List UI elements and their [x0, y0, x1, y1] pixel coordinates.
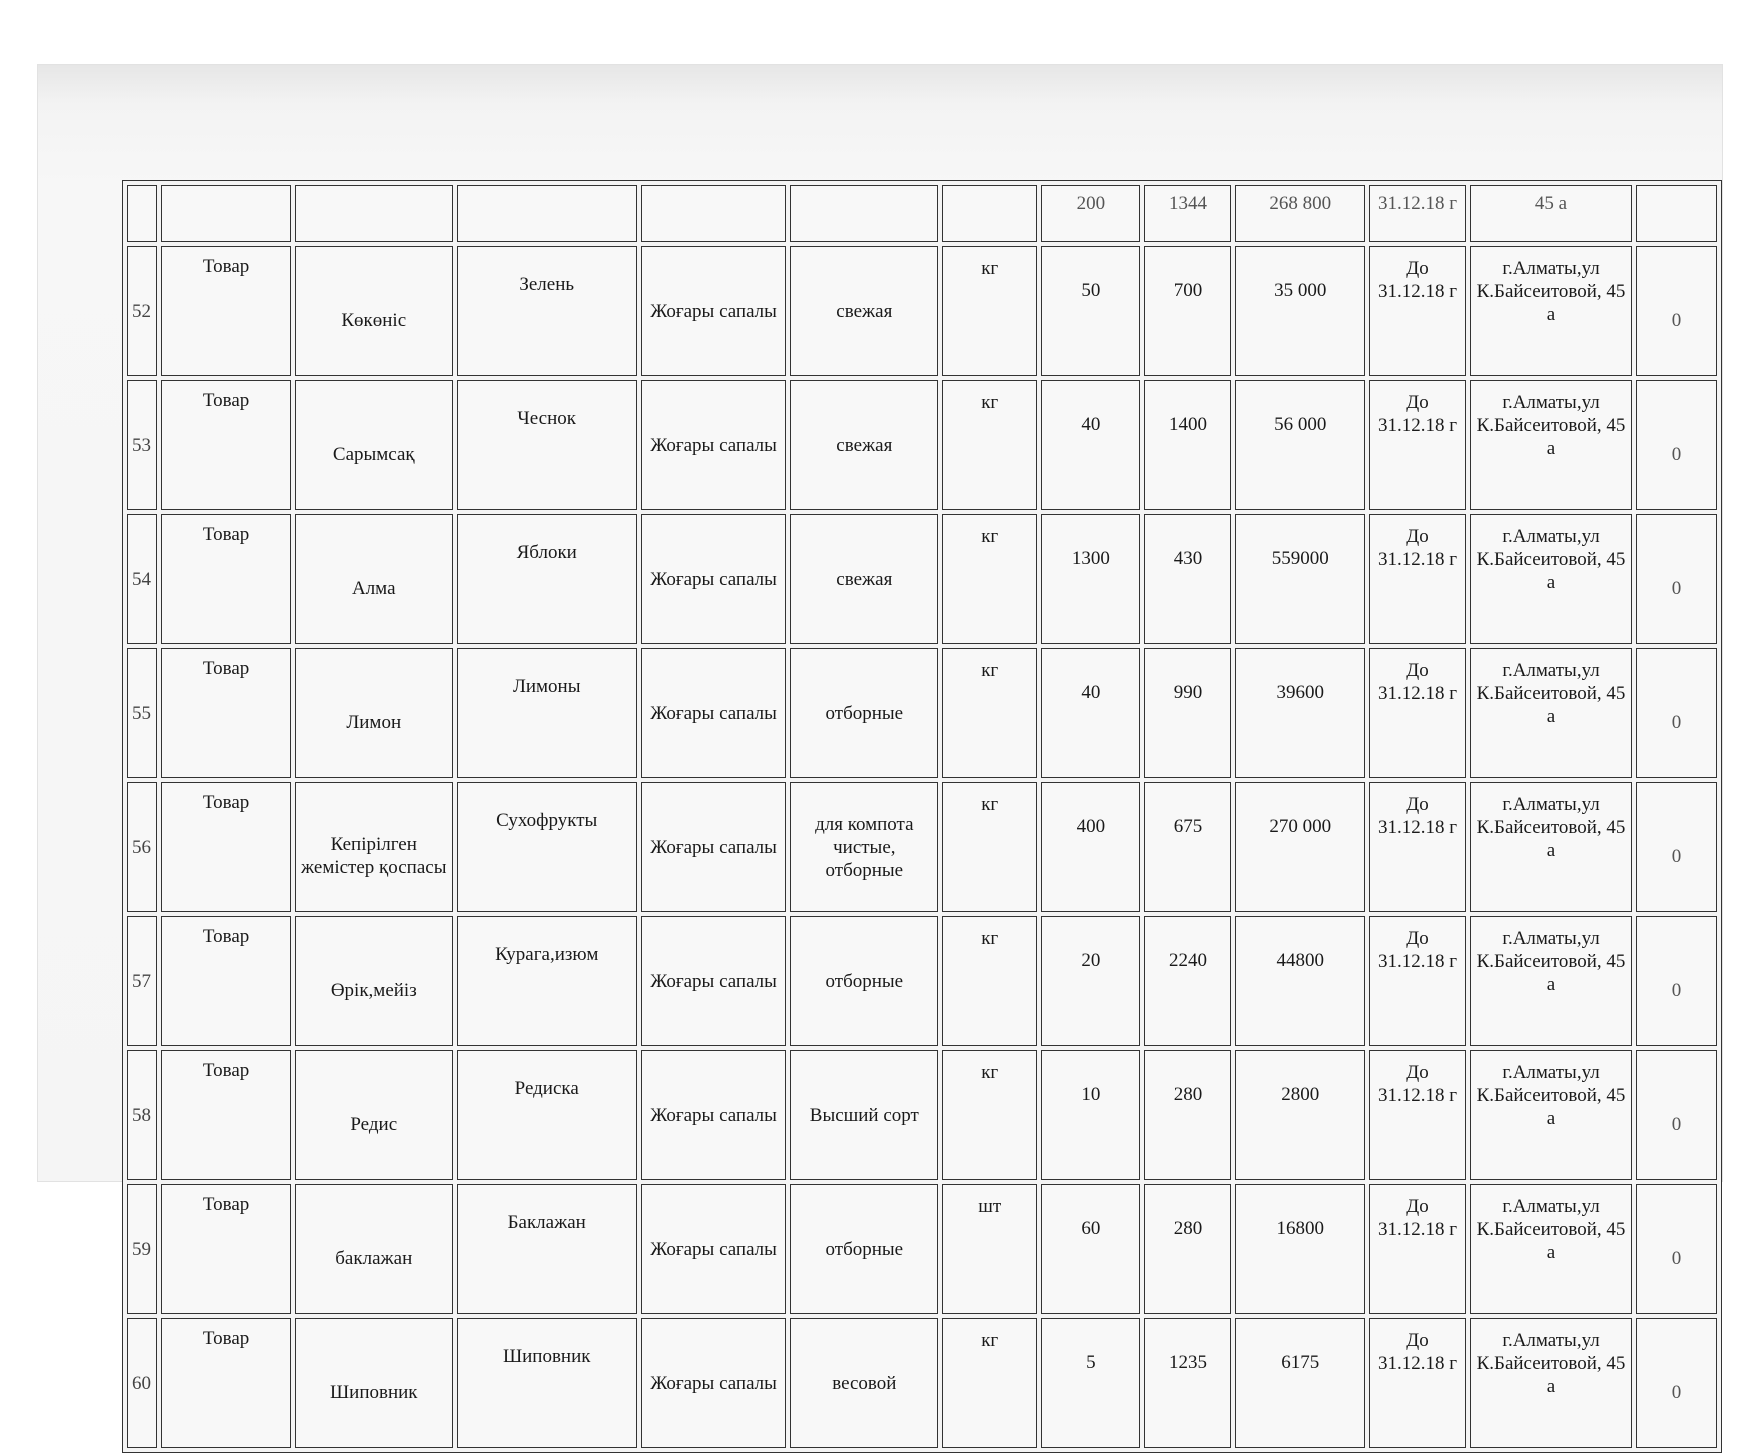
cell-quality: Жоғары сапалы	[641, 380, 787, 510]
cell-spec: свежая	[790, 246, 938, 376]
cell-address: г.Алматы,ул К.Байсеитовой, 45 а	[1470, 1318, 1632, 1448]
cell-address: г.Алматы,ул К.Байсеитовой, 45 а	[1470, 246, 1632, 376]
cell-qty: 40	[1041, 648, 1140, 778]
cell-date: 31.12.18 г	[1369, 185, 1466, 242]
cell-sum: 268 800	[1235, 185, 1365, 242]
cell-num: 54	[127, 514, 157, 644]
cell-unit: кг	[942, 648, 1037, 778]
cell-unit: кг	[942, 514, 1037, 644]
cell-name-kz: Өрік,мейіз	[295, 916, 453, 1046]
cell-num: 55	[127, 648, 157, 778]
cell-type: Товар	[161, 380, 291, 510]
cell-quality: Жоғары сапалы	[641, 1184, 787, 1314]
table-row	[127, 648, 1717, 778]
cell-qty: 1300	[1041, 514, 1140, 644]
cell-name-kz: баклажан	[295, 1184, 453, 1314]
cell-price: 280	[1144, 1184, 1231, 1314]
cell-value: 0	[1636, 782, 1717, 912]
cell-unit: кг	[942, 246, 1037, 376]
cell-spec	[790, 185, 938, 242]
cell-quality	[641, 185, 787, 242]
cell-price: 1400	[1144, 380, 1231, 510]
cell-qty: 400	[1041, 782, 1140, 912]
cell-name-ru: Баклажан	[457, 1184, 637, 1314]
cell-price: 1344	[1144, 185, 1231, 242]
cell-sum: 270 000	[1235, 782, 1365, 912]
cell-name-kz: Шиповник	[295, 1318, 453, 1448]
table-row	[127, 246, 1717, 376]
cell-qty: 40	[1041, 380, 1140, 510]
cell-unit: кг	[942, 380, 1037, 510]
cell-value: 0	[1636, 514, 1717, 644]
cell-type: Товар	[161, 916, 291, 1046]
cell-price: 2240	[1144, 916, 1231, 1046]
cell-qty: 60	[1041, 1184, 1140, 1314]
cell-spec: весовой	[790, 1318, 938, 1448]
cell-unit: кг	[942, 1050, 1037, 1180]
cell-price: 280	[1144, 1050, 1231, 1180]
cell-quality: Жоғары сапалы	[641, 246, 787, 376]
cell-address: 45 а	[1470, 185, 1632, 242]
cell-num: 57	[127, 916, 157, 1046]
cell-spec: отборные	[790, 1184, 938, 1314]
cell-date: До 31.12.18 г	[1369, 782, 1466, 912]
cell-num: 59	[127, 1184, 157, 1314]
cell-price: 1235	[1144, 1318, 1231, 1448]
cell-name-kz	[295, 185, 453, 242]
cell-date: До 31.12.18 г	[1369, 514, 1466, 644]
cell-type: Товар	[161, 782, 291, 912]
cell-price: 675	[1144, 782, 1231, 912]
cell-name-ru	[457, 185, 637, 242]
cell-address: г.Алматы,ул К.Байсеитовой, 45 а	[1470, 782, 1632, 912]
cell-name-ru: Сухофрукты	[457, 782, 637, 912]
cell-name-ru: Шиповник	[457, 1318, 637, 1448]
cell-price: 990	[1144, 648, 1231, 778]
cell-name-kz: Лимон	[295, 648, 453, 778]
cell-value	[1636, 185, 1717, 242]
cell-address: г.Алматы,ул К.Байсеитовой, 45 а	[1470, 916, 1632, 1046]
cell-type: Товар	[161, 648, 291, 778]
cell-name-ru: Курага,изюм	[457, 916, 637, 1046]
cell-value: 0	[1636, 380, 1717, 510]
cell-num: 56	[127, 782, 157, 912]
cell-date: До 31.12.18 г	[1369, 1318, 1466, 1448]
cell-value: 0	[1636, 1184, 1717, 1314]
cell-quality: Жоғары сапалы	[641, 916, 787, 1046]
cell-num: 53	[127, 380, 157, 510]
cell-unit: кг	[942, 1318, 1037, 1448]
cell-num: 58	[127, 1050, 157, 1180]
cell-sum: 35 000	[1235, 246, 1365, 376]
cell-unit: кг	[942, 782, 1037, 912]
cell-date: До 31.12.18 г	[1369, 648, 1466, 778]
cell-quality: Жоғары сапалы	[641, 1050, 787, 1180]
table-row	[127, 916, 1717, 1046]
cell-type: Товар	[161, 246, 291, 376]
cell-unit: кг	[942, 916, 1037, 1046]
cell-date: До 31.12.18 г	[1369, 1184, 1466, 1314]
cell-spec: свежая	[790, 514, 938, 644]
cell-name-ru: Редиска	[457, 1050, 637, 1180]
cell-unit: шт	[942, 1184, 1037, 1314]
cell-name-kz: Сарымсақ	[295, 380, 453, 510]
cell-address: г.Алматы,ул К.Байсеитовой, 45 а	[1470, 648, 1632, 778]
cell-type	[161, 185, 291, 242]
table-row	[127, 1318, 1717, 1448]
cell-name-ru: Чеснок	[457, 380, 637, 510]
cell-type: Товар	[161, 514, 291, 644]
cell-spec: отборные	[790, 916, 938, 1046]
cell-sum: 6175	[1235, 1318, 1365, 1448]
cell-name-kz: Кепірілген жемістер қоспасы	[295, 782, 453, 912]
cell-address: г.Алматы,ул К.Байсеитовой, 45 а	[1470, 380, 1632, 510]
cell-date: До 31.12.18 г	[1369, 916, 1466, 1046]
cell-quality: Жоғары сапалы	[641, 514, 787, 644]
table-row	[127, 514, 1717, 644]
cell-address: г.Алматы,ул К.Байсеитовой, 45 а	[1470, 1184, 1632, 1314]
procurement-table	[122, 180, 1722, 1453]
cell-name-ru: Яблоки	[457, 514, 637, 644]
cell-date: До 31.12.18 г	[1369, 246, 1466, 376]
cell-quality: Жоғары сапалы	[641, 782, 787, 912]
cell-address: г.Алматы,ул К.Байсеитовой, 45 а	[1470, 514, 1632, 644]
cell-sum: 16800	[1235, 1184, 1365, 1314]
cell-value: 0	[1636, 246, 1717, 376]
cell-num: 60	[127, 1318, 157, 1448]
cell-value: 0	[1636, 1050, 1717, 1180]
cell-address: г.Алматы,ул К.Байсеитовой, 45 а	[1470, 1050, 1632, 1180]
cell-sum: 44800	[1235, 916, 1365, 1046]
cell-spec: отборные	[790, 648, 938, 778]
cell-qty: 5	[1041, 1318, 1140, 1448]
cell-spec: Высший сорт	[790, 1050, 938, 1180]
cell-qty: 200	[1041, 185, 1140, 242]
table-row	[127, 1050, 1717, 1180]
cell-name-kz: Көкөніс	[295, 246, 453, 376]
table-row	[127, 1184, 1717, 1314]
cell-unit	[942, 185, 1037, 242]
cell-name-kz: Редис	[295, 1050, 453, 1180]
cell-sum: 56 000	[1235, 380, 1365, 510]
table-row	[127, 380, 1717, 510]
cell-name-ru: Зелень	[457, 246, 637, 376]
cell-quality: Жоғары сапалы	[641, 1318, 787, 1448]
cell-num	[127, 185, 157, 242]
cell-spec: для компота чистые, отборные	[790, 782, 938, 912]
cell-sum: 559000	[1235, 514, 1365, 644]
cell-price: 700	[1144, 246, 1231, 376]
cell-value: 0	[1636, 648, 1717, 778]
cell-qty: 50	[1041, 246, 1140, 376]
cell-date: До 31.12.18 г	[1369, 1050, 1466, 1180]
cell-sum: 2800	[1235, 1050, 1365, 1180]
cell-name-kz: Алма	[295, 514, 453, 644]
cell-spec: свежая	[790, 380, 938, 510]
cell-value: 0	[1636, 916, 1717, 1046]
cell-qty: 10	[1041, 1050, 1140, 1180]
cell-price: 430	[1144, 514, 1231, 644]
cell-type: Товар	[161, 1050, 291, 1180]
cell-type: Товар	[161, 1184, 291, 1314]
cell-quality: Жоғары сапалы	[641, 648, 787, 778]
table-row-continued	[127, 185, 1717, 242]
cell-qty: 20	[1041, 916, 1140, 1046]
cell-type: Товар	[161, 1318, 291, 1448]
cell-name-ru: Лимоны	[457, 648, 637, 778]
table-row	[127, 782, 1717, 912]
cell-num: 52	[127, 246, 157, 376]
cell-date: До 31.12.18 г	[1369, 380, 1466, 510]
cell-value: 0	[1636, 1318, 1717, 1448]
cell-sum: 39600	[1235, 648, 1365, 778]
